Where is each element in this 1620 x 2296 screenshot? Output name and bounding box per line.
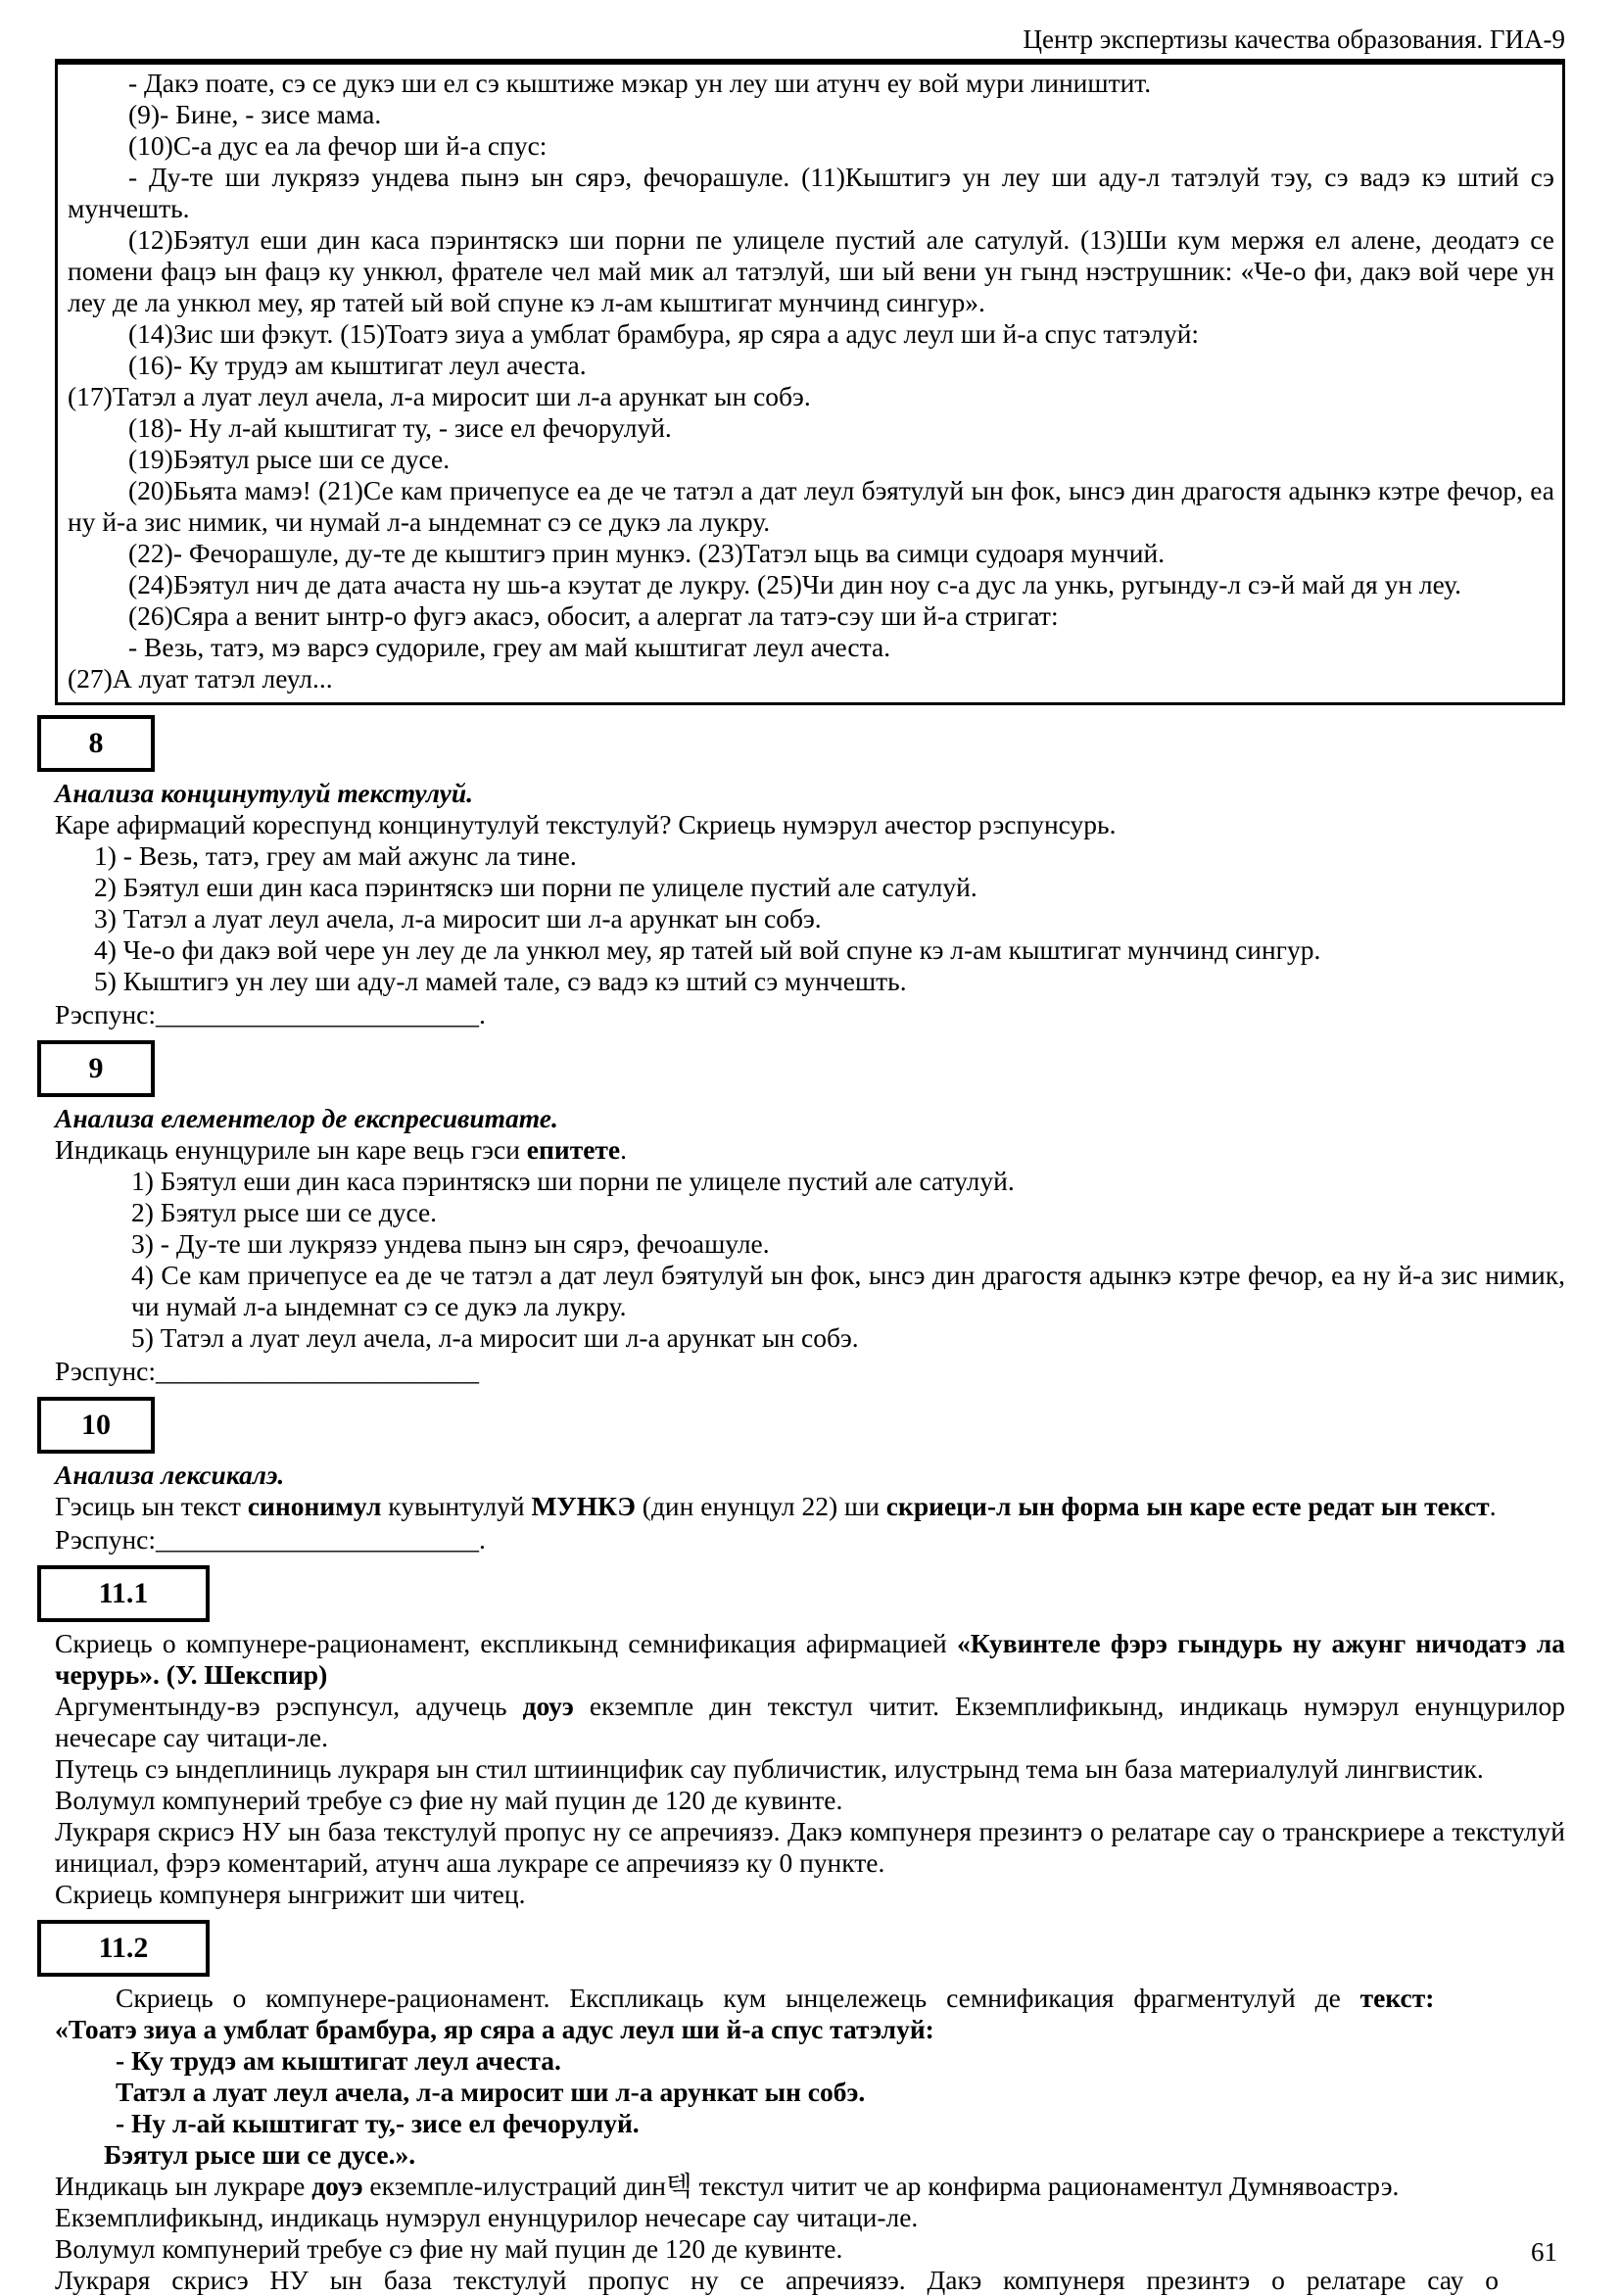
q11-1-quote: «Кувинтеле фэрэ гындурь ну ажунг ничодатэ ла черурь». (У. Шекспир)	[55, 1628, 1566, 1690]
fragment-line: Татэл а луат леул ачела, л-а миросит ши л-а арункат ын собэ.	[116, 2077, 866, 2107]
passage-paragraph: (16)- Ку трудэ ам кыштигат леул ачеста.	[128, 350, 587, 380]
q9-option: 3) - Ду-те ши лукрязэ ундева пынэ ын сярэ, фечоашуле.	[131, 1228, 770, 1259]
q11-2-paragraph	[55, 2171, 1565, 2202]
passage-paragraph: - Дакэ поате, сэ се дукэ ши ел сэ кыштиже мэкар ун леу ши атунч еу вой мури лиништит.	[128, 68, 1152, 98]
q11-2-paragraph: Екземплификынд, индикаць нумэрул енунцурилор нечесаре сау читаци-ле.	[55, 2202, 919, 2232]
q11-1-text: Аргументынду-вэ рэспунсул, адучець	[55, 1691, 523, 1721]
q8-prompt: Каре афирмаций кореспунд концинутулуй текстулуй? Скриець нумэрул ачестор рэспунсурь.	[55, 809, 1117, 839]
q11-1-paragraph	[55, 1691, 1565, 1753]
q8-option: 4) Че-о фи дакэ вой чере ун леу де ла ункюл меу, яр татей ый вой спуне кэ л-ам кыштигат мунчинд сингур.	[94, 934, 1321, 965]
passage-paragraph: (26)Сяра а венит ынтр-о фугэ акасэ, обосит, а алергат ла татэ-сэу ши й-а стригат:	[128, 600, 1059, 631]
q10-title: Анализа лексикалэ.	[55, 1459, 285, 1490]
page-number: 61	[1531, 2237, 1557, 2267]
q9-prompt-text: .	[620, 1134, 627, 1165]
q10-prompt-keyword: МУНКЭ	[531, 1491, 636, 1521]
question-number: 10	[81, 1409, 111, 1441]
q11-2-paragraph: Лукраря скрисэ НУ ын база текстулуй пропус ну се апречиязэ. Дакэ компунеря презинтэ о релатаре сау о	[55, 2265, 1500, 2295]
q9-options	[131, 1166, 1565, 1354]
q10-prompt	[55, 1491, 1565, 1522]
q11-2-fragment	[55, 2014, 1565, 2171]
q9-option: 5) Татэл а луат леул ачела, л-а миросит ши л-а арункат ын собэ.	[131, 1322, 859, 1353]
response-blank: ________________________	[156, 999, 480, 1029]
q9-response-line	[55, 1356, 1565, 1387]
passage-paragraph: (27)А луат татэл леул...	[68, 663, 333, 694]
response-label: Рэспунс:	[55, 1524, 157, 1555]
q11-2-paragraph	[55, 1983, 1565, 2014]
question-number: 8	[88, 727, 104, 759]
header-title: Центр экспертизы качества образования. ГИА-9	[1023, 24, 1565, 54]
response-period: .	[479, 999, 486, 1029]
passage-paragraph: (22)- Фечорашуле, ду-те де кыштигэ прин мункэ. (23)Татэл ыць ва симци судоаря мунчий.	[128, 538, 1166, 568]
q11-1-paragraph: Скриець компунеря ынгрижит ши читец.	[55, 1879, 526, 1909]
q11-1-text: Скриець о компунере-рационамент, експликынд семнификация афирмацией	[55, 1628, 957, 1658]
q11-1-paragraph: Лукраря скрисэ НУ ын база текстулуй пропус ну се апречиязэ. Дакэ компунеря презинтэ о релатаре сау о транскриере а текстулуй инициал, фэрэ коментарий, атунч аша лукраре се апречиязэ ку 0 пункте.	[55, 1816, 1565, 1878]
passage-paragraph: (20)Бьята мамэ! (21)Се кам причепусе еа де че татэл а дат леул бэятулуй ын фок, ынсэ дин драгостя адынкэ кэтре фечор, еа ну й-а зис нимик, чи нумай л-а ындемнат сэ се дукэ ла лукру.	[68, 475, 1554, 537]
q8-option: 3) Татэл а луат леул ачела, л-а миросит ши л-а арункат ын собэ.	[94, 903, 822, 933]
response-label: Рэспунс:	[55, 999, 157, 1029]
q11-2-text: екземпле-илустраций дин텍 текстул читит че ар конфирма рационаментул Думнявоастрэ.	[362, 2171, 1400, 2201]
q11-1-paragraph: Волумул компунерий требуе сэ фие ну май пуцин де 120 де кувинте.	[55, 1785, 843, 1815]
question-number-box-8	[37, 715, 155, 772]
question-number-box-11-2	[37, 1920, 210, 1977]
passage-paragraph: - Ду-те ши лукрязэ ундева пынэ ын сярэ, фечорашуле. (11)Кыштигэ ун леу ши аду-л татэлуй тэу, сэ вадэ кэ штий сэ мунчешть.	[68, 162, 1554, 223]
q11-2-text: Скриець о компунере-рационамент. Експликаць кум ынцележець семнификация фрагментулуй де	[116, 1983, 1360, 2013]
passage-paragraph: - Везь, татэ, мэ варсэ судориле, греу ам май кыштигат леул ачеста.	[128, 632, 891, 662]
question-number: 9	[88, 1052, 104, 1084]
response-blank: ________________________	[156, 1524, 480, 1555]
q10-prompt-text: Гэсиць ын текст	[55, 1491, 248, 1521]
q11-1-paragraph: Путець сэ ындеплиниць лукраря ын стил штиинцифик сау публичистик, илустрынд тема ын база материалулуй лингвистик.	[55, 1753, 1484, 1784]
response-period: .	[479, 1524, 486, 1555]
fragment-line: - Ку трудэ ам кыштигат леул ачеста.	[116, 2045, 561, 2076]
q9-prompt	[55, 1134, 1565, 1166]
passage-paragraph: (14)Зис ши фэкут. (15)Тоатэ зиуа а умблат брамбура, яр сяра а адус леул ши й-а спус татэлуй:	[128, 318, 1200, 349]
q11-2-keyword: доуэ	[311, 2171, 363, 2201]
q10-response-line	[55, 1524, 1565, 1555]
q10-prompt-keyword: синонимул	[247, 1491, 382, 1521]
q9-option: 1) Бэятул еши дин каса пэринтяскэ ши порни пе улицеле пустий але сатулуй.	[131, 1166, 1015, 1196]
q10-prompt-text: .	[1489, 1491, 1497, 1521]
q11-2-paragraph: Волумул компунерий требуе сэ фие ну май пуцин де 120 де кувинте.	[55, 2233, 843, 2264]
passage-paragraph: (12)Бэятул еши дин каса пэринтяскэ ши порни пе улицеле пустий але сатулуй. (13)Ши кум мержя ел алене, деодатэ се помени фацэ ын фацэ ку ункюл, фрателе чел май мик ал татэлуй, ши ый вени ун гынд нэструшник: «Че-о фи, дакэ вой чере ун леу де ла ункюл меу, яр татей ый вой спуне кэ л-ам кыштигат мунчинд сингур».	[68, 224, 1554, 317]
q9-title: Анализа елементелор де експресивитате.	[55, 1103, 558, 1133]
fragment-line: - Ну л-ай кыштигат ту,- зисе ел фечорулуй.	[116, 2108, 640, 2138]
passage-paragraph: (24)Бэятул нич де дата ачаста ну шь-а кэутат де лукру. (25)Чи дин ноу с-а дус ла ункь, ругынду-л сэ-й май дя ун леу.	[128, 569, 1462, 599]
q9-prompt-keyword: епитете	[526, 1134, 621, 1165]
passage-paragraph: (19)Бэятул рысе ши се дусе.	[128, 444, 451, 474]
passage-box	[55, 59, 1565, 705]
q8-title: Анализа концинутулуй текстулуй.	[55, 778, 474, 808]
q8-option: 5) Кыштигэ ун леу ши аду-л мамей тале, сэ вадэ кэ штий сэ мунчешть.	[94, 966, 907, 996]
fragment-line: Бэятул рысе ши се дусе.».	[104, 2139, 416, 2170]
q8-option: 2) Бэятул еши дин каса пэринтяскэ ши порни пе улицеле пустий але сатулуй.	[94, 872, 977, 902]
passage-paragraph: (9)- Бине, - зисе мама.	[128, 99, 382, 129]
q11-2-text: Индикаць ын лукраре	[55, 2171, 312, 2201]
q9-prompt-text: Индикаць енунцуриле ын каре вець гэси	[55, 1134, 527, 1165]
passage-paragraph: (18)- Ну л-ай кыштигат ту, - зисе ел фечорулуй.	[128, 412, 672, 443]
q8-response-line	[55, 999, 1565, 1030]
q9-option: 4) Се кам причепусе еа де че татэл а дат леул бэятулуй ын фок, ынсэ дин драгостя адынкэ кэтре фечор, еа ну й-а зис нимик, чи нумай л-а ындемнат сэ се дукэ ла лукру.	[131, 1260, 1565, 1321]
q11-1-paragraph	[55, 1628, 1565, 1691]
q9-option: 2) Бэятул рысе ши се дусе.	[131, 1197, 438, 1227]
q10-prompt-text: (дин енунцул 22) ши	[635, 1491, 886, 1521]
response-label: Рэспунс:	[55, 1356, 157, 1386]
q10-prompt-keyword: скриеци-л ын форма ын каре есте редат ын текст	[885, 1491, 1490, 1521]
question-number-box-9	[37, 1040, 155, 1097]
passage-paragraph: (17)Татэл а луат леул ачела, л-а миросит ши л-а арункат ын собэ.	[68, 381, 811, 411]
question-number: 11.2	[98, 1932, 149, 1964]
q11-1-keyword: доуэ	[522, 1691, 574, 1721]
question-number: 11.1	[98, 1577, 149, 1609]
question-number-box-10	[37, 1397, 155, 1454]
q11-1-text: екземпле дин текстул читит. Екземплификынд, индикаць нумэрул енунцурилор нечесаре сау читаци-ле.	[55, 1691, 1565, 1752]
question-number-box-11-1	[37, 1565, 210, 1622]
q11-2-keyword: текст:	[1359, 1983, 1435, 2013]
response-blank: ________________________	[156, 1356, 480, 1386]
passage-paragraph: (10)С-а дус еа ла фечор ши й-а спус:	[128, 130, 548, 161]
q10-prompt-text: кувынтулуй	[381, 1491, 532, 1521]
fragment-line: «Тоатэ зиуа а умблат брамбура, яр сяра а адус леул ши й-а спус татэлуй:	[55, 2014, 934, 2044]
page-header	[55, 24, 1565, 55]
q8-option: 1) - Везь, татэ, греу ам май ажунс ла тине.	[94, 840, 577, 871]
q8-options	[94, 840, 1565, 997]
